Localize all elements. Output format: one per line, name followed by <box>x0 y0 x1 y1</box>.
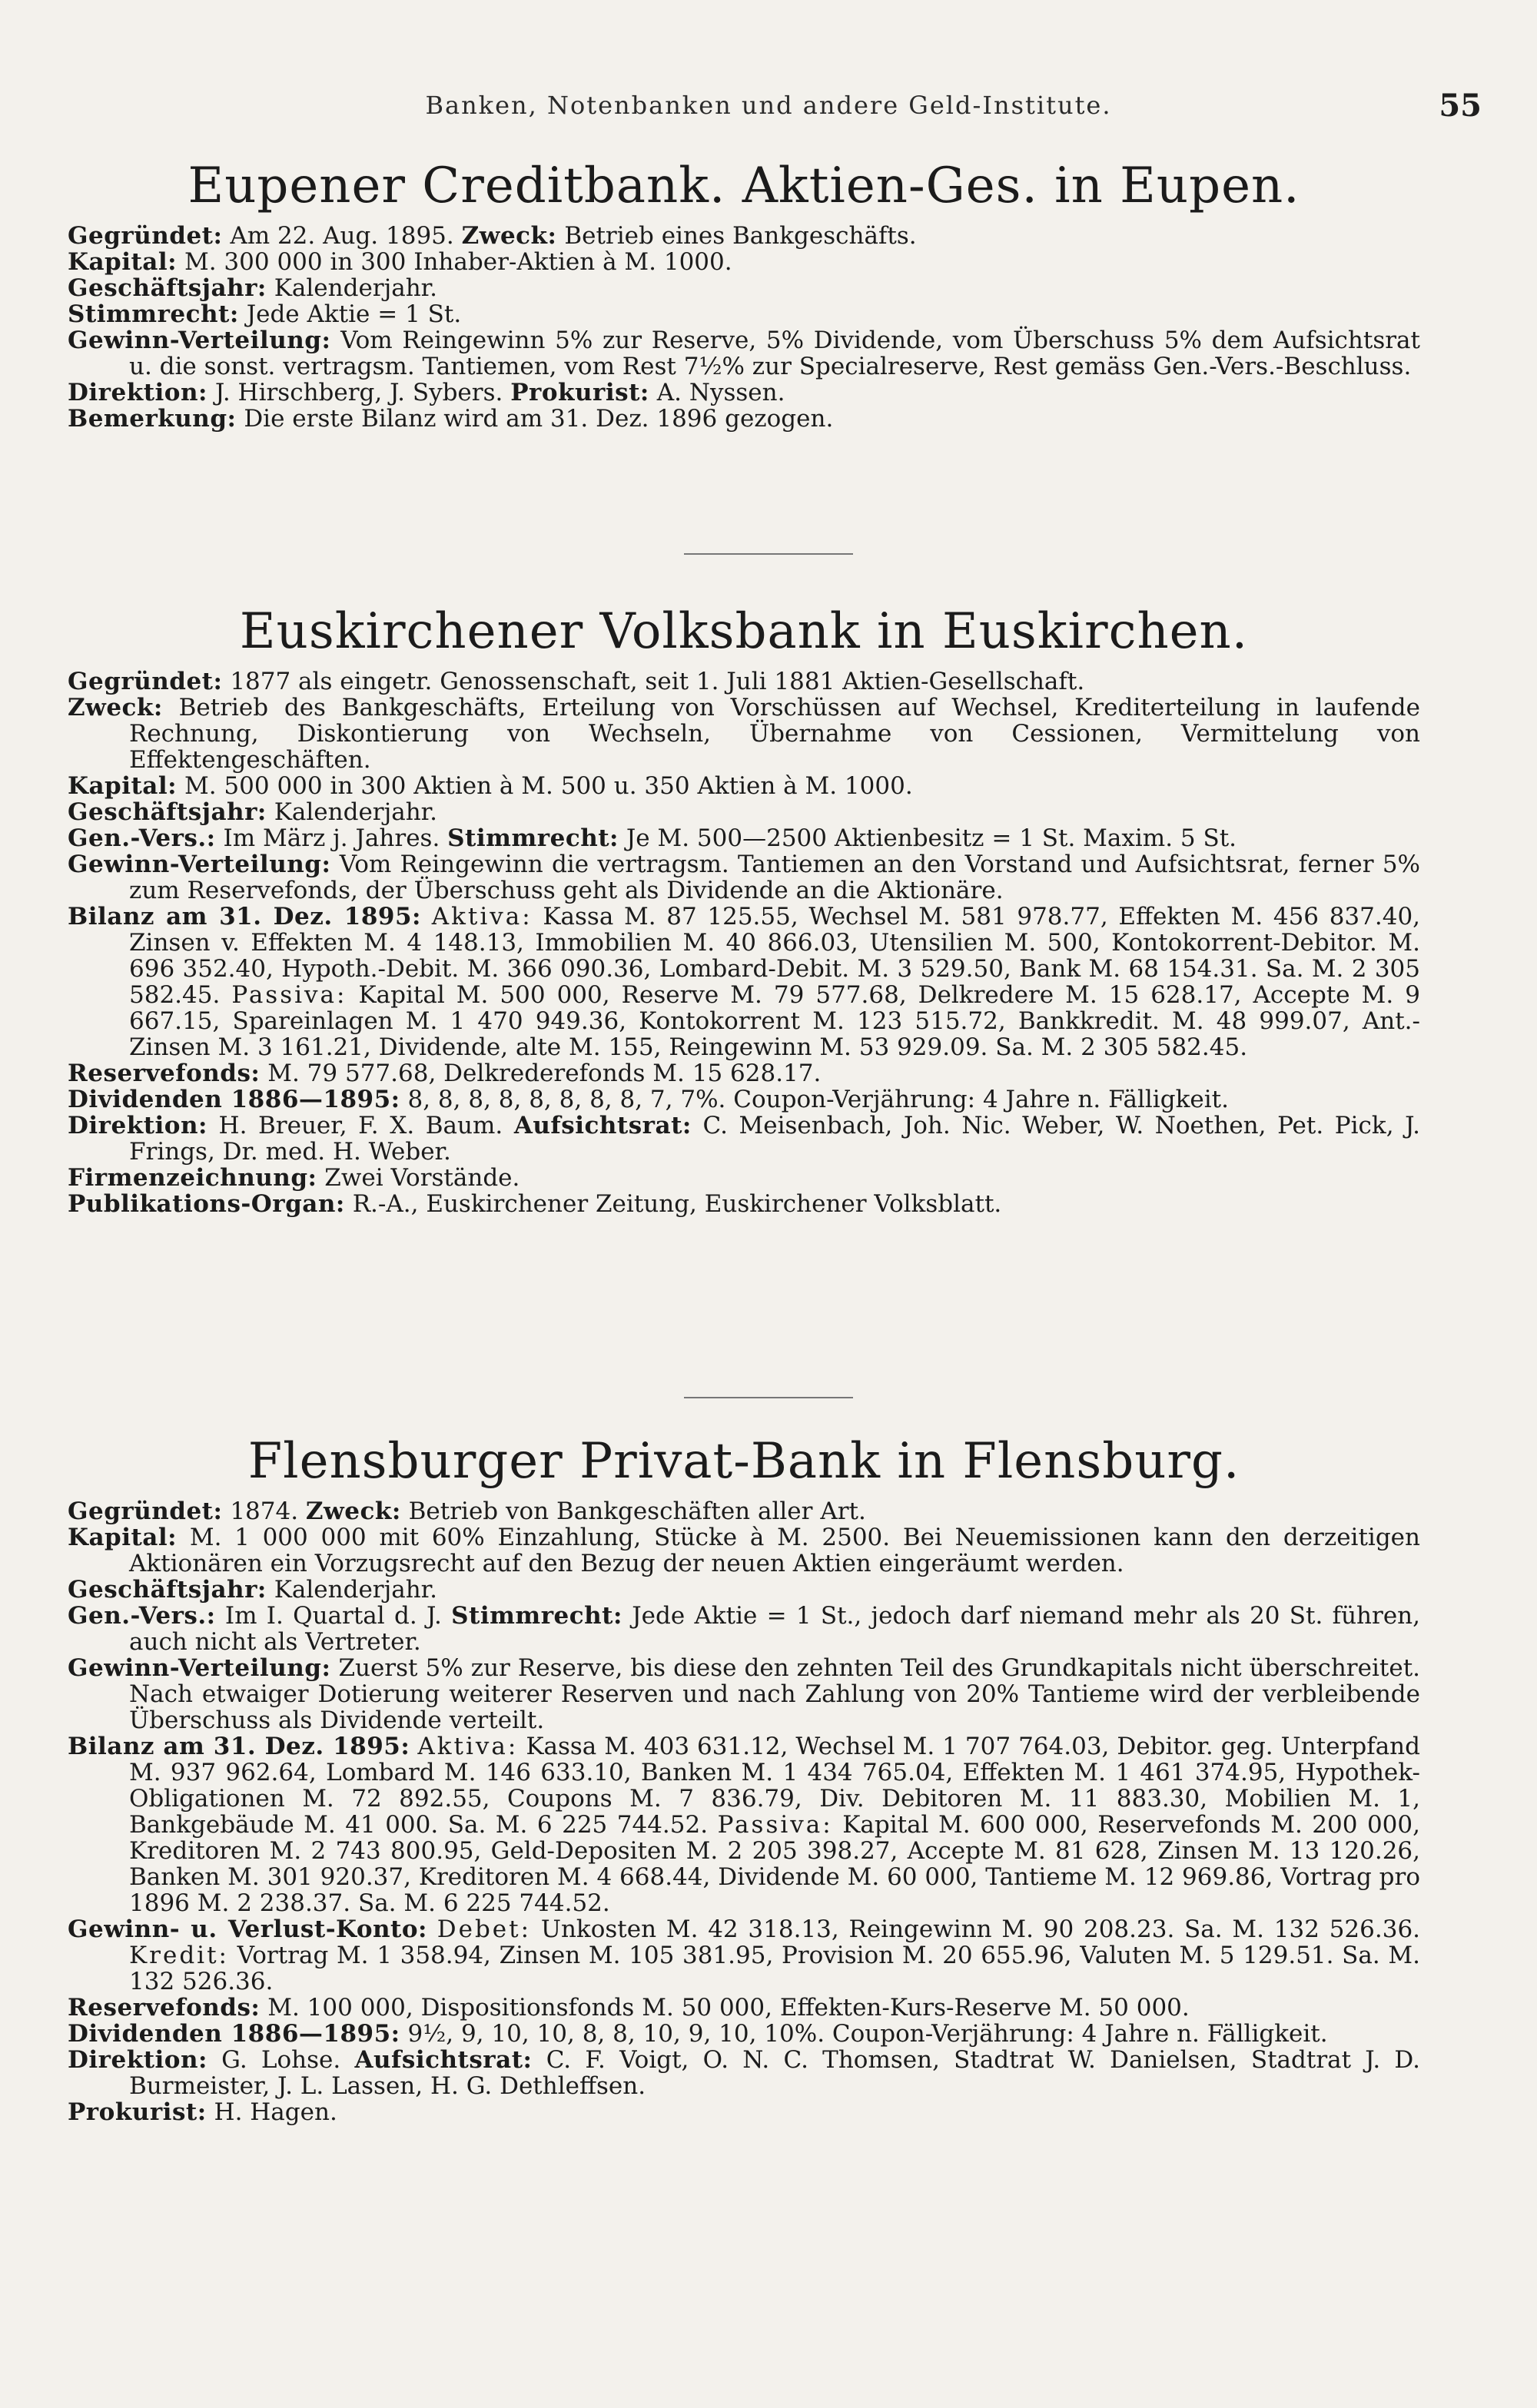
field-value: Jede Aktie = 1 St. <box>246 300 462 328</box>
field-value: Unkosten M. 42 318.13, Reingewinn M. 90 208.23. Sa. M. 132 526.36. <box>540 1915 1421 1943</box>
field-label: Prokurist: <box>510 379 649 406</box>
field-label: Prokurist: <box>68 2098 207 2126</box>
field-label: Gewinn- u. Verlust-Konto: <box>68 1915 427 1943</box>
field-label: Direktion: <box>68 1112 207 1139</box>
field-label: Gen.-Vers.: <box>68 1602 216 1630</box>
kapital-line <box>68 1524 1420 1577</box>
aktiva-label: Aktiva: <box>417 1733 519 1760</box>
field-value: Kassa M. 87 125.55, Wechsel M. 581 978.77, Effekten M. 456 837.40, Zinsen v. Effekten M. 4 148.13, Immobilien M. 40 866.03, Utensilien M. 500, Kontokorrent-Debitor. M. 696 352.40, Hypoth.-Debit. M. 366 090.36, Lombard-Debit. M. 3 529.50, Bank M. 68 154.31. Sa. M. 2 305 582.45. <box>129 903 1421 1009</box>
section-title: Euskirchener Volksbank in Euskirchen. <box>239 603 1249 660</box>
field-value: M. 79 577.68, Delkrederefonds M. 15 628.17. <box>267 1060 822 1087</box>
running-header: Banken, Notenbanken und andere Geld-Institute. <box>425 91 1112 120</box>
gegruendet-zweck-line <box>68 223 1420 249</box>
field-value: J. Hirschberg, J. Sybers. <box>214 379 503 406</box>
geschaeftsjahr-line <box>68 1577 1420 1603</box>
field-label: Gewinn-Verteilung: <box>68 851 331 878</box>
field-label: Dividenden 1886—1895: <box>68 1086 400 1113</box>
passiva-label: Passiva: <box>717 1811 833 1839</box>
field-value: M. 1 000 000 mit 60% Einzahlung, Stücke à M. 2500. Bei Neuemissionen kann den derzeitigen Aktionären ein Vorzugsrecht auf den Bezug der neuen Aktien eingeräumt werden. <box>129 1524 1420 1577</box>
field-label: Reservefonds: <box>68 1994 261 2022</box>
field-value: Vom Reingewinn 5% zur Reserve, 5% Dividende, vom Überschuss 5% dem Aufsichtsrat u. die sonst. vertragsm. Tantiemen, vom Rest 7½% zur Specialreserve, Rest gemäss Gen.-Vers.-Beschluss. <box>129 327 1420 380</box>
field-value: Betrieb von Bankgeschäften aller Art. <box>408 1498 866 1525</box>
field-value: M. 500 000 in 300 Aktien à M. 500 u. 350 Aktien à M. 1000. <box>184 772 913 800</box>
field-label: Direktion: <box>68 2046 207 2074</box>
bemerkung-line <box>68 406 1420 432</box>
field-label: Stimmrecht: <box>451 1602 622 1630</box>
field-value: Im März j. Jahres. <box>223 824 440 852</box>
field-label: Reservefonds: <box>68 1060 261 1087</box>
field-label: Kapital: <box>68 772 178 800</box>
field-value: Kalenderjahr. <box>274 274 437 302</box>
genvers-stimmrecht-line <box>68 825 1420 851</box>
field-label: Gen.-Vers.: <box>68 824 216 852</box>
field-value: C. F. Voigt, O. N. C. Thomsen, Stadtrat W. Danielsen, Stadtrat J. D. Burmeister, J. L. Lassen, H. G. Dethleffsen. <box>129 2046 1420 2100</box>
field-value: Am 22. Aug. 1895. <box>230 222 454 250</box>
firmenzeichnung-line <box>68 1165 1420 1191</box>
field-label: Kapital: <box>68 1524 178 1551</box>
entry-flensburger-privat-bank <box>68 1429 1420 2125</box>
field-value: Vortrag M. 1 358.94, Zinsen M. 105 381.95, Provision M. 20 655.96, Valuten M. 5 129.51. Sa. M. 132 526.36. <box>129 1942 1420 1995</box>
field-label: Aufsichtsrat: <box>513 1112 692 1139</box>
field-label: Gegründet: <box>68 1498 223 1525</box>
field-value: Jede Aktie = 1 St., jedoch darf niemand mehr als 20 St. führen, auch nicht als Vertreter. <box>129 1602 1420 1656</box>
field-value: H. Hagen. <box>214 2098 337 2126</box>
dividenden-line <box>68 1086 1420 1113</box>
passiva-label: Passiva: <box>231 981 347 1009</box>
genvers-stimmrecht-line <box>68 1603 1420 1655</box>
field-value: Zuerst 5% zur Reserve, bis diese den zehnten Teil des Grundkapitals nicht überschreitet. Nach etwaiger Dotierung weiterer Reserven und nach Zahlung von 20% Tantieme wird der verbleibende Überschuss als Dividende verteilt. <box>129 1654 1420 1734</box>
field-label: Kapital: <box>68 248 178 276</box>
field-value: M. 300 000 in 300 Inhaber-Aktien à M. 1000. <box>184 248 732 276</box>
field-value: G. Lohse. <box>221 2046 341 2074</box>
kapital-line <box>68 773 1420 799</box>
direktion-aufsichtsrat-line <box>68 1113 1420 1165</box>
gewinn-verteilung-line <box>68 851 1420 904</box>
gewinn-verlust-konto-line <box>68 1916 1420 1995</box>
stimmrecht-line <box>68 301 1420 327</box>
field-label: Geschäftsjahr: <box>68 798 267 826</box>
field-value: Betrieb des Bankgeschäfts, Erteilung von Vorschüssen auf Wechsel, Krediterteilung in laufende Rechnung, Diskontierung von Wechseln, Übernahme von Cessionen, Vermittelung von Effektengeschäften. <box>129 694 1420 774</box>
geschaeftsjahr-line <box>68 275 1420 301</box>
field-value: Im I. Quartal d. J. <box>224 1602 442 1630</box>
field-label: Gewinn-Verteilung: <box>68 1654 331 1682</box>
field-value: Kassa M. 403 631.12, Wechsel M. 1 707 764.03, Debitor. geg. Unterpfand M. 937 962.64, Lombard M. 146 633.10, Banken M. 1 434 765.04, Effekten M. 1 461 374.95, Hypothek-Obligationen M. 72 892.55, Coupons M. 7 836.79, Div. Debitoren M. 11 883.30, Mobilien M. 1, Bankgebäude M. 41 000. Sa. M. 6 225 744.52. <box>129 1733 1420 1839</box>
geschaeftsjahr-line <box>68 799 1420 825</box>
gewinn-verteilung-line <box>68 1655 1420 1733</box>
field-label: Publikations-Organ: <box>68 1190 345 1218</box>
section-divider <box>684 553 853 555</box>
field-value: R.-A., Euskirchener Zeitung, Euskirchener Volksblatt. <box>352 1190 1002 1218</box>
field-value: 9½, 9, 10, 10, 8, 8, 10, 9, 10, 10%. Coupon-Verjährung: 4 Jahre n. Fälligkeit. <box>407 2020 1328 2048</box>
field-value: M. 100 000, Dispositionsfonds M. 50 000, Effekten-Kurs-Reserve M. 50 000. <box>267 1994 1190 2022</box>
field-value: 1874. <box>230 1498 299 1525</box>
kredit-label: Kredit: <box>129 1942 229 1969</box>
field-value: H. Breuer, F. X. Baum. <box>218 1112 503 1139</box>
section-divider <box>684 1397 853 1398</box>
field-label: Bilanz am 31. Dez. 1895: <box>68 1733 410 1760</box>
section-title: Flensburger Privat-Bank in Flensburg. <box>247 1433 1240 1490</box>
prokurist-line <box>68 2099 1420 2125</box>
field-label: Zweck: <box>305 1498 401 1525</box>
dividenden-line <box>68 2021 1420 2047</box>
field-value: 1877 als eingetr. Genossenschaft, seit 1. Juli 1881 Aktien-Gesellschaft. <box>230 668 1085 695</box>
section-title: Eupener Creditbank. Aktien-Ges. in Eupen. <box>188 158 1300 214</box>
field-label: Gewinn-Verteilung: <box>68 327 331 354</box>
entry-eupener-creditbank <box>68 154 1420 432</box>
field-label: Stimmrecht: <box>447 824 619 852</box>
direktion-line <box>68 380 1420 406</box>
debet-label: Debet: <box>437 1915 532 1943</box>
field-label: Geschäftsjahr: <box>68 274 267 302</box>
gewinn-verteilung-line <box>68 327 1420 380</box>
field-label: Firmenzeichnung: <box>68 1164 317 1192</box>
field-value: Kalenderjahr. <box>274 798 437 826</box>
field-label: Bilanz am 31. Dez. 1895: <box>68 903 421 930</box>
bilanz-line <box>68 1733 1420 1916</box>
reservefonds-line <box>68 1060 1420 1086</box>
field-label: Aufsichtsrat: <box>354 2046 533 2074</box>
field-label: Geschäftsjahr: <box>68 1576 267 1604</box>
field-label: Zweck: <box>68 694 163 721</box>
aktiva-label: Aktiva: <box>431 903 533 930</box>
field-value: Kapital M. 600 000, Reservefonds M. 200 000, Kreditoren M. 2 743 800.95, Geld-Depositen M. 2 205 398.27, Accepte M. 81 628, Zinsen M. 13 120.26, Banken M. 301 920.37, Kreditoren M. 4 668.44, Dividende M. 60 000, Tantieme M. 12 969.86, Vortrag pro 1896 M. 2 238.37. Sa. M. 6 225 744.52. <box>129 1811 1421 1917</box>
direktion-aufsichtsrat-line <box>68 2047 1420 2099</box>
gegruendet-line <box>68 668 1420 695</box>
field-value: Zwei Vorstände. <box>324 1164 520 1192</box>
page-number: 55 <box>1439 88 1482 124</box>
field-label: Dividenden 1886—1895: <box>68 2020 400 2048</box>
entry-euskirchener-volksbank <box>68 599 1420 1217</box>
field-value: Vom Reingewinn die vertragsm. Tantiemen an den Vorstand und Aufsichtsrat, ferner 5% zum Reservefonds, der Überschuss geht als Dividende an die Aktionäre. <box>129 851 1421 904</box>
gegruendet-zweck-line <box>68 1498 1420 1524</box>
field-label: Gegründet: <box>68 222 223 250</box>
field-value: A. Nyssen. <box>656 379 785 406</box>
field-value: 8, 8, 8, 8, 8, 8, 8, 8, 7, 7%. Coupon-Verjährung: 4 Jahre n. Fälligkeit. <box>407 1086 1229 1113</box>
field-value: Je M. 500—2500 Aktienbesitz = 1 St. Maxim. 5 St. <box>626 824 1237 852</box>
field-label: Zweck: <box>461 222 557 250</box>
field-label: Bemerkung: <box>68 405 237 433</box>
field-value: Kapital M. 500 000, Reserve M. 79 577.68, Delkredere M. 15 628.17, Accepte M. 9 667.15, Spareinlagen M. 1 470 949.36, Kontokorrent M. 123 515.72, Bankkredit. M. 48 999.07, Ant.-Zinsen M. 3 161.21, Dividende, alte M. 155, Reingewinn M. 53 929.09. Sa. M. 2 305 582.45. <box>129 981 1421 1061</box>
field-value: C. Meisenbach, Joh. Nic. Weber, W. Noethen, Pet. Pick, J. Frings, Dr. med. H. Weber. <box>129 1112 1421 1166</box>
field-label: Direktion: <box>68 379 207 406</box>
field-label: Gegründet: <box>68 668 223 695</box>
bilanz-line <box>68 904 1420 1060</box>
field-label: Stimmrecht: <box>68 300 239 328</box>
zweck-line <box>68 695 1420 773</box>
publikation-line <box>68 1191 1420 1217</box>
kapital-line <box>68 249 1420 275</box>
reservefonds-line <box>68 1995 1420 2021</box>
field-value: Die erste Bilanz wird am 31. Dez. 1896 gezogen. <box>244 405 834 433</box>
field-value: Kalenderjahr. <box>274 1576 437 1604</box>
field-value: Betrieb eines Bankgeschäfts. <box>564 222 917 250</box>
